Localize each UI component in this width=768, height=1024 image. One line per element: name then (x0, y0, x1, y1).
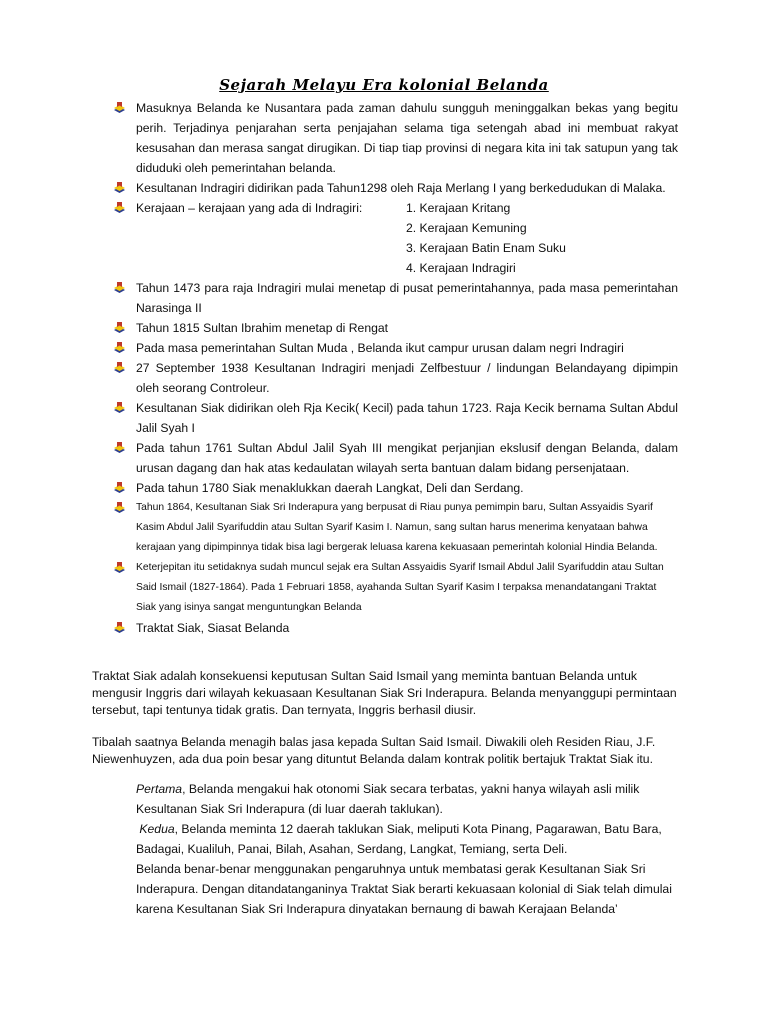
point-second (136, 819, 681, 859)
bullet-list (0, 98, 768, 638)
bullet-item: Traktat Siak, Siasat Belanda (0, 618, 678, 638)
book-bullet-icon (113, 561, 126, 574)
book-bullet-icon (113, 201, 126, 214)
kerajaan-label: Kerajaan – kerajaan yang ada di Indragiri: (136, 201, 363, 215)
document-title: Sejarah Melayu Era kolonial Belanda (219, 76, 549, 94)
book-bullet-icon (113, 401, 126, 414)
bullet-item: Tahun 1815 Sultan Ibrahim menetap di Rengat (0, 318, 678, 338)
bullet-item: Tahun 1864, Kesultanan Siak Sri Inderapura yang berpusat di Riau punya pemimpin baru, Sultan Assyaidis Syarif Kasim Abdul Jalil Syarifuddin atau Sultan Syarif Kasim I. Namun, sang sultan harus menerima kenyataan bahwa kerajaan yang dipimpinnya tidak bisa lagi bergerak leluasa karena kekuasaan pemerintah kolonial Hindia Belanda. (0, 498, 678, 558)
point-first-label: Pertama (136, 782, 183, 796)
book-bullet-icon (113, 621, 126, 634)
book-bullet-icon (113, 481, 126, 494)
book-bullet-icon (113, 441, 126, 454)
book-bullet-icon (113, 281, 126, 294)
point-second-label: Kedua (139, 822, 175, 836)
paragraph: Traktat Siak adalah konsekuensi keputusan Sultan Said Ismail yang meminta bantuan Belanda untuk mengusir Inggris dari wilayah kekuasaan Kesultanan Siak Sri Inderapura. Belanda menyanggupi permintaan tersebut, tapi tentunya tidak gratis. Dan ternyata, Inggris berhasil diusir. (92, 669, 677, 717)
point-first-text: , Belanda mengakui hak otonomi Siak secara terbatas, yakni hanya wilayah asli milik Kesultanan Siak Sri Inderapura (di luar daerah taklukan). (136, 782, 640, 816)
point-first (136, 779, 681, 819)
kerajaan-item: 1. Kerajaan Kritang (406, 201, 511, 215)
bullet-item: Pada masa pemerintahan Sultan Muda , Belanda ikut campur urusan dalam negri Indragiri (0, 338, 678, 358)
bullet-item: Tahun 1473 para raja Indragiri mulai menetap di pusat pemerintahannya, pada masa pemerintahan Narasinga II (0, 278, 678, 318)
kerajaan-item: 2. Kerajaan Kemuning (406, 221, 527, 235)
point-second-text: , Belanda meminta 12 daerah taklukan Siak, meliputi Kota Pinang, Pagarawan, Batu Bara, Badagai, Kualiluh, Panai, Bilah, Asahan, Serdang, Langkat, Temiang, serta Deli. (136, 822, 662, 856)
bullet-item: Pada tahun 1761 Sultan Abdul Jalil Syah III mengikat perjanjian ekslusif dengan Belanda, dalam urusan dagang dan hak atas kedaulatan wilayah serta bantuan dalam bidang persenjataan. (0, 438, 678, 478)
bullet-item: Pada tahun 1780 Siak menaklukkan daerah Langkat, Deli dan Serdang. (0, 478, 678, 498)
book-bullet-icon (113, 181, 126, 194)
book-bullet-icon (113, 321, 126, 334)
paragraph: Tibalah saatnya Belanda menagih balas jasa kepada Sultan Said Ismail. Diwakili oleh Residen Riau, J.F. Niewenhuyzen, ada dua poin besar yang dituntut Belanda dalam kontrak politik bertajuk Traktat Siak itu. (92, 735, 656, 766)
bullet-item: Kesultanan Indragiri didirikan pada Tahun1298 oleh Raja Merlang I yang berkedudukan di Malaka. (0, 178, 678, 198)
bullet-item: Masuknya Belanda ke Nusantara pada zaman dahulu sungguh meninggalkan bekas yang begitu perih. Terjadinya penjarahan serta penjajahan selama tiga setengah abad ini membuat rakyat kesusahan dan merasa sangat dirugikan. Di tiap tiap provinsi di negara kita ini tak satupun yang tak diduduki oleh pemerintahan belanda. (0, 98, 678, 178)
bullet-item: Keterjepitan itu setidaknya sudah muncul sejak era Sultan Assyaidis Syarif Ismail Abdul Jalil Syarifuddin atau Sultan Said Ismail (1827-1864). Pada 1 Februari 1858, ayahanda Sultan Syarif Kasim I terpaksa menandatangani Traktat Siak yang isinya sangat menguntungkan Belanda (0, 558, 678, 618)
bullet-item: Kesultanan Siak didirikan oleh Rja Kecik( Kecil) pada tahun 1723. Raja Kecik bernama Sultan Abdul Jalil Syah I (0, 398, 678, 438)
book-bullet-icon (113, 501, 126, 514)
book-bullet-icon (113, 361, 126, 374)
kerajaan-list (406, 198, 678, 278)
bullet-item-kerajaan (0, 198, 678, 278)
book-bullet-icon (113, 341, 126, 354)
bullet-item: 27 September 1938 Kesultanan Indragiri menjadi Zelfbestuur / lindungan Belandayang dipimpin oleh seorang Controleur. (0, 358, 678, 398)
kerajaan-item: 4. Kerajaan Indragiri (406, 261, 516, 275)
book-bullet-icon (113, 101, 126, 114)
closing-paragraph: Belanda benar-benar menggunakan pengaruhnya untuk membatasi gerak Kesultanan Siak Sri Inderapura. Dengan ditandatanganinya Traktat Siak berarti kekuasaan kolonial di Siak telah dimulai karena Kesultanan Siak Sri Inderapura dinyatakan bernaung di bawah Kerajaan Belanda’ (136, 862, 672, 916)
kerajaan-item: 3. Kerajaan Batin Enam Suku (406, 241, 566, 255)
